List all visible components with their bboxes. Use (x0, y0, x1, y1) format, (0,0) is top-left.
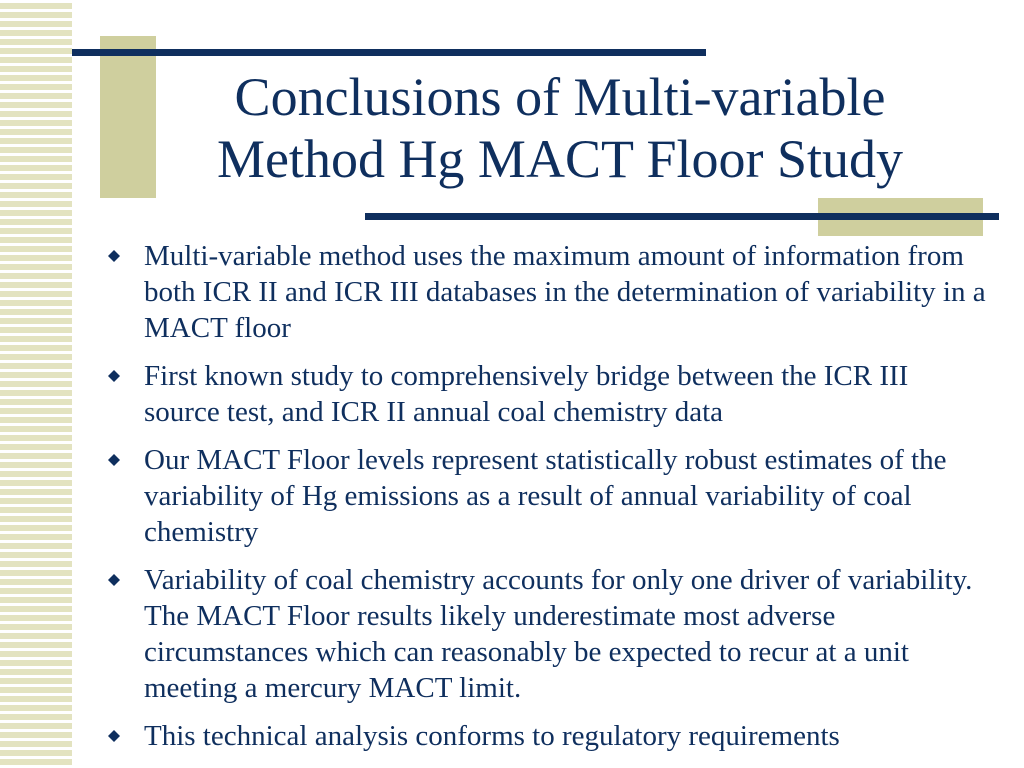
diamond-bullet-icon (106, 367, 128, 385)
bullet-text: Multi-variable method uses the maximum amount of information from both ICR II and ICR III databases in the determination of variability in a MACT floor (144, 240, 986, 344)
diamond-bullet-icon (106, 571, 128, 589)
diamond-bullet-icon (106, 727, 128, 745)
title-accent-block (100, 36, 156, 198)
bullet-text: First known study to comprehensively bridge between the ICR III source test, and ICR II annual coal chemistry data (144, 360, 909, 428)
bullet-text: Variability of coal chemistry accounts for only one driver of variability. The MACT Floor results likely underestimate most adverse circumstances which can reasonably be expected to recur at a unit meeting a mercury MACT limit. (144, 564, 973, 704)
bullet-item (106, 238, 986, 346)
slide-title-line-2: Method Hg MACT Floor Study (216, 129, 904, 189)
left-stripe-pattern (0, 0, 72, 768)
bullet-text: Our MACT Floor levels represent statistically robust estimates of the variability of Hg emissions as a result of annual variability of coal chemistry (144, 444, 947, 548)
slide-title-line-1: Conclusions of Multi-variable (234, 67, 886, 127)
bullet-item (106, 718, 986, 754)
title-bottom-rule (365, 213, 999, 220)
title-top-rule (72, 49, 706, 56)
bullet-text: This technical analysis conforms to regulatory requirements (144, 720, 840, 752)
bullet-item (106, 358, 986, 430)
diamond-bullet-icon (106, 247, 128, 265)
bullet-item (106, 442, 986, 550)
bullet-list (106, 238, 986, 766)
slide-title (150, 66, 970, 190)
bullet-item (106, 562, 986, 706)
diamond-bullet-icon (106, 451, 128, 469)
